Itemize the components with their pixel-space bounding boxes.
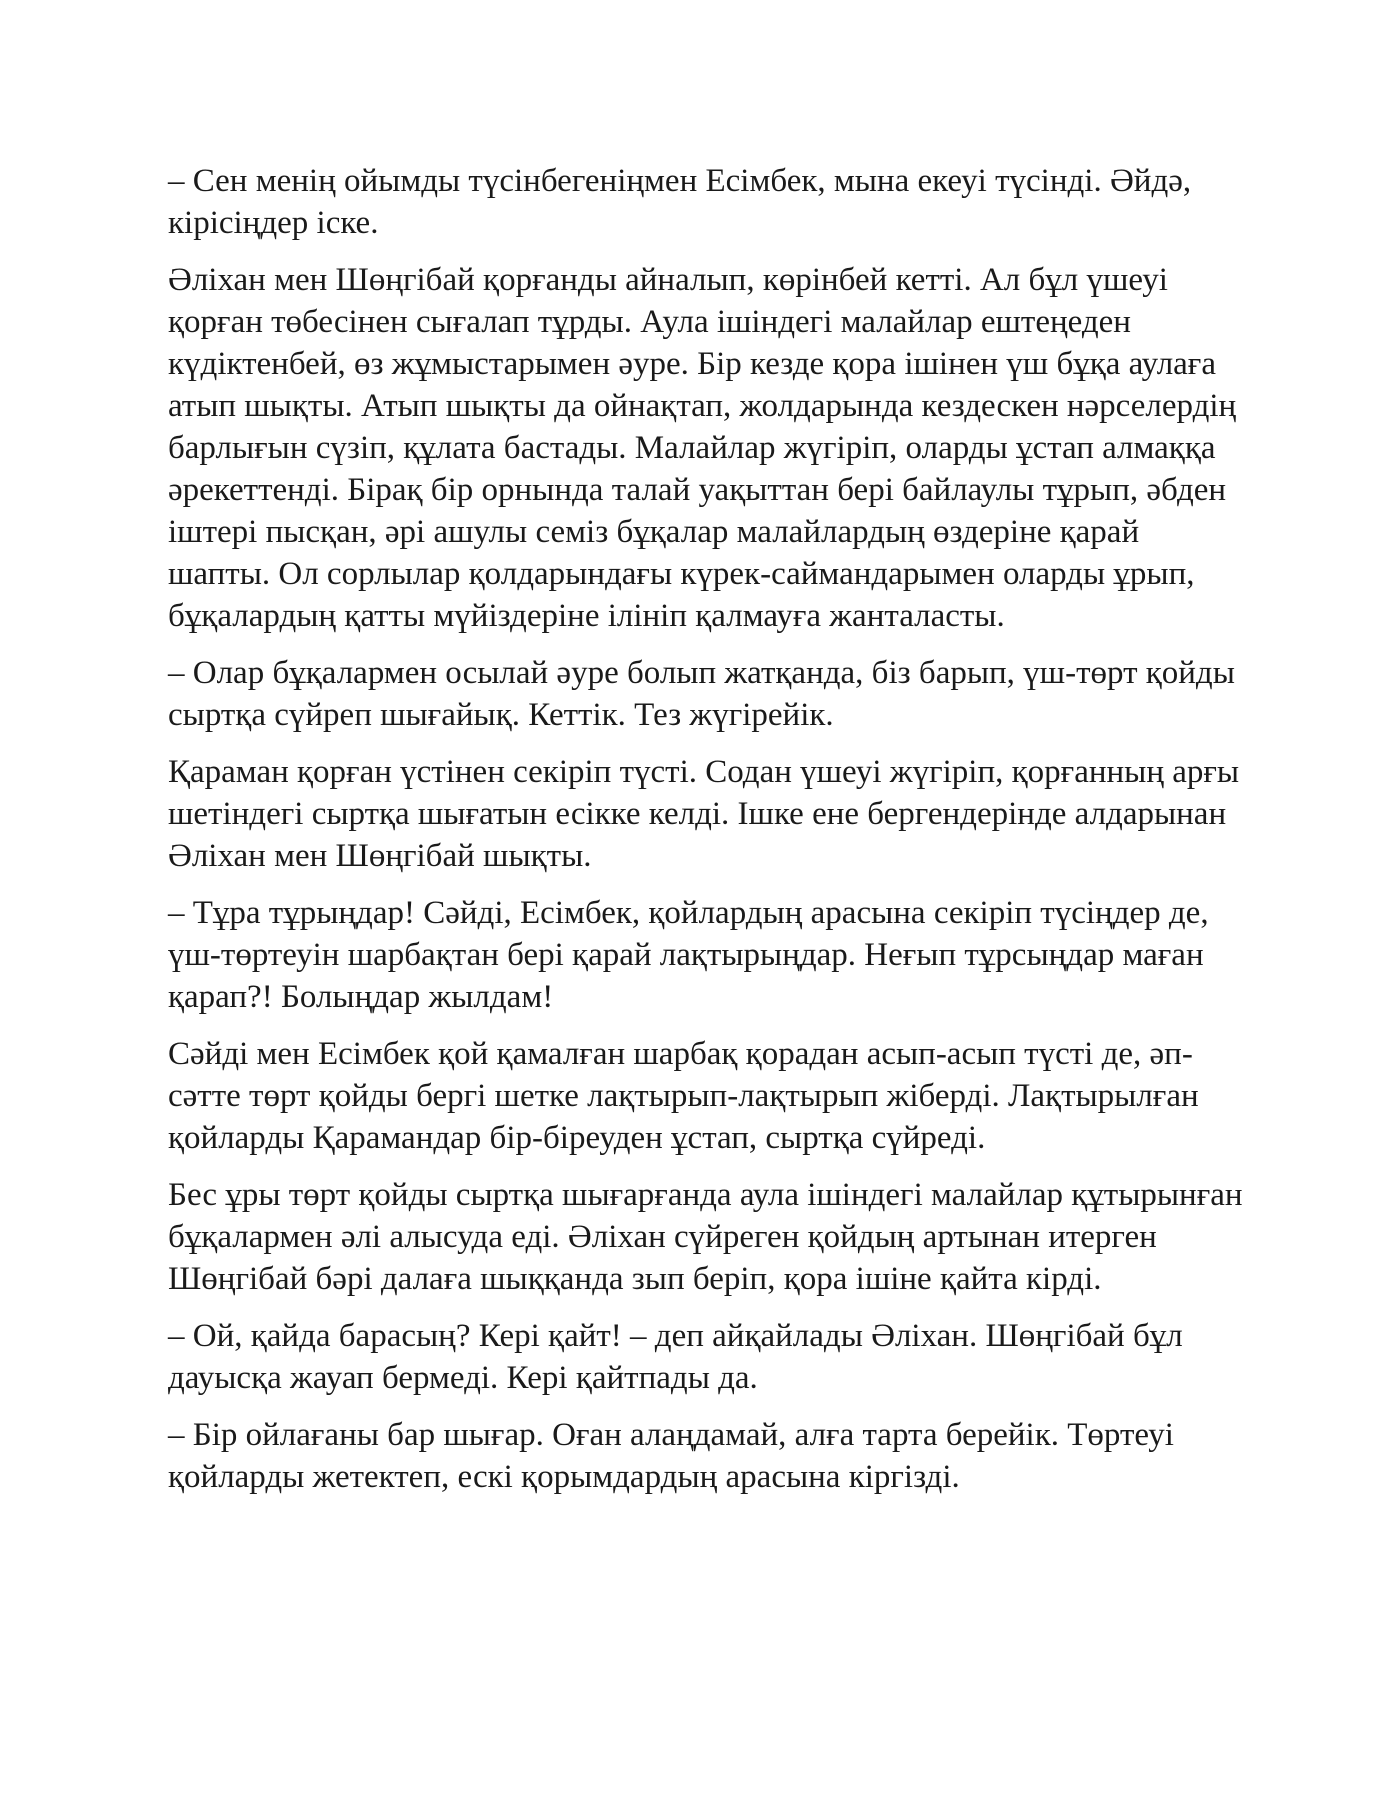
paragraph: Әліхан мен Шөңгібай қорғанды айналып, көрінбей кетті. Ал бұл үшеуі қорған төбесінен сығалап тұрды. Аула ішіндегі малайлар ештеңеден күдіктенбей, өз жұмыстарымен әуре. Бір кезде қора ішінен үш бұқа аулаға атып шықты. Атып шықты да ойнақтап, жолдарында кездескен нәрселердің барлығын сүзіп, құлата бастады. Малайлар жүгіріп, оларды ұстап алмаққа әрекеттенді. Бірақ бір орнында талай уақыттан бері байлаулы тұрып, әбден іштері пысқан, әрі ашулы семіз бұқалар малайлардың өздеріне қарай шапты. Ол сорлылар қолдарындағы күрек-саймандарымен оларды ұрып, бұқалардың қатты мүйіздеріне ілініп қалмауға жанталасты. [168,262,1237,634]
paragraph: – Ой, қайда барасың? Кері қайт! – деп айқайлады Әліхан. Шөңгібай бұл дауысқа жауап бермеді. Кері қайтпады да. [168,1318,1183,1396]
paragraph: Бес ұры төрт қойды сыртқа шығарғанда аула ішіндегі малайлар құтырынған бұқалармен әлі алысуда еді. Әліхан сүйреген қойдың артынан итерген Шөңгібай бәрі далаға шыққанда зып беріп, қора ішіне қайта кірді. [168,1177,1243,1297]
document-page [168,160,1248,1513]
paragraph: – Сен менің ойымды түсінбегеніңмен Есімбек, мына екеуі түсінді. Әйдә, кірісіңдер іске. [168,163,1192,241]
paragraph: Сәйді мен Есімбек қой қамалған шарбақ қорадан асып-асып түсті де, әп-сәтте төрт қойды бергі шетке лақтырып-лақтырып жіберді. Лақтырылған қойларды Қарамандар бір-біреуден ұстап, сыртқа сүйреді. [168,1036,1199,1156]
paragraph: – Бір ойлағаны бар шығар. Оған алаңдамай, алға тарта берейік. Төртеуі қойларды жетектеп, ескі қорымдардың арасына кіргізді. [168,1417,1174,1495]
paragraph: – Олар бұқалармен осылай әуре болып жатқанда, біз барып, үш-төрт қойды сыртқа сүйреп шығайық. Кеттік. Тез жүгірейік. [168,655,1235,733]
paragraph: – Тұра тұрыңдар! Сәйді, Есімбек, қойлардың арасына секіріп түсіңдер де, үш-төртеуін шарбақтан бері қарай лақтырыңдар. Неғып тұрсыңдар маған қарап?! Болыңдар жылдам! [168,895,1209,1015]
paragraph: Қараман қорған үстінен секіріп түсті. Содан үшеуі жүгіріп, қорғанның арғы шетіндегі сыртқа шығатын есікке келді. Ішке ене бергендерінде алдарынан Әліхан мен Шөңгібай шықты. [168,754,1240,874]
